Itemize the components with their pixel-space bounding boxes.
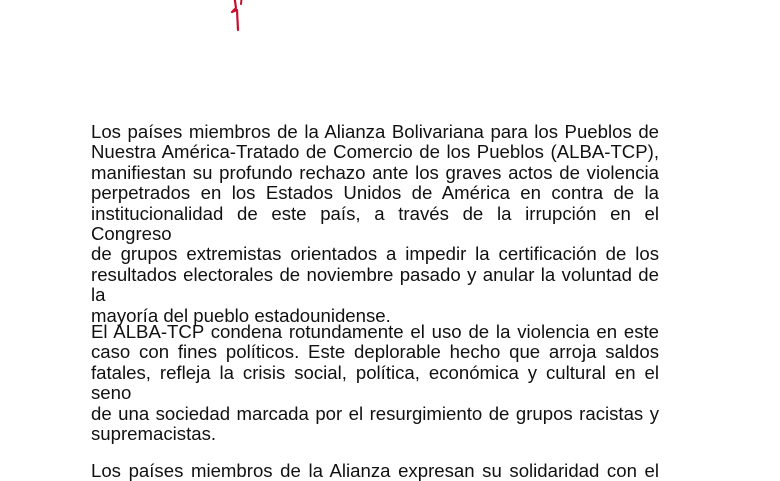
paragraph-1-line: de grupos extremistas orientados a impedir la certificación de los xyxy=(91,243,659,265)
paragraph-1 xyxy=(91,122,659,326)
paragraph-2-line: El ALBA-TCP condena rotundamente el uso de la violencia en este xyxy=(91,321,659,342)
paragraph-2-line: fatales, refleja la crisis social, política, económica y cultural en el seno xyxy=(91,361,659,404)
paragraph-1-line: perpetrados en los Estados Unidos de América en contra de la xyxy=(91,182,659,204)
paragraph-1-line: resultados electorales de noviembre pasado y anular la voluntad de la xyxy=(91,263,659,306)
paragraph-2-line: de una sociedad marcada por el resurgimiento de grupos racistas y xyxy=(91,402,659,424)
paragraph-1-line: manifiestan su profundo rechazo ante los graves actos de violencia xyxy=(91,161,659,183)
paragraph-2-line: supremacistas. xyxy=(91,423,217,445)
paragraph-1-line: mayoría del pueblo estadounidense. xyxy=(91,304,391,326)
paragraph-2-line: caso con fines políticos. Este deplorable hecho que arroja saldos xyxy=(91,341,659,363)
alba-logo-fragment xyxy=(228,0,252,34)
paragraph-1-line: Los países miembros de la Alianza Bolivariana para los Pueblos de xyxy=(91,121,659,142)
paragraph-1-line: institucionalidad de este país, a través de la irrupción en el Congreso xyxy=(91,202,659,245)
paragraph-3-line: Los países miembros de la Alianza expresan su solidaridad con el xyxy=(91,460,659,481)
paragraph-2 xyxy=(91,322,659,444)
paragraph-3 xyxy=(91,461,659,481)
paragraph-1-line: Nuestra América-Tratado de Comercio de los Pueblos (ALBA-TCP), xyxy=(91,141,659,163)
